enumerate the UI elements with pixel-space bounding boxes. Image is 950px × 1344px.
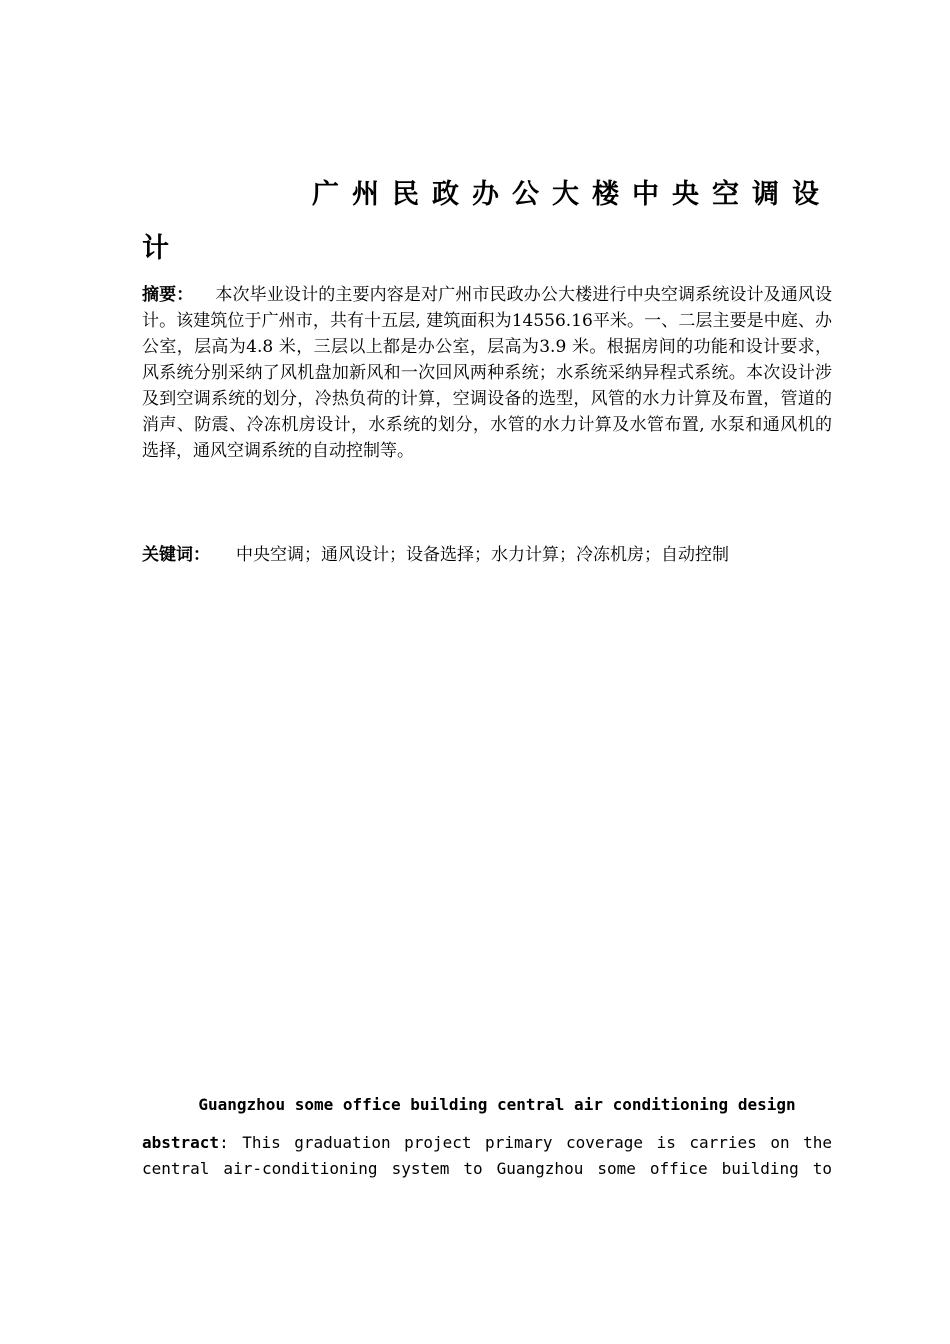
chinese-abstract-label: 摘要：	[142, 285, 194, 305]
english-title: Guangzhou some office building central air conditioning design	[198, 1095, 796, 1114]
english-abstract-label: abstract	[142, 1133, 220, 1152]
english-abstract	[142, 1130, 832, 1182]
english-abstract-text: : This graduation project primary coverage is carries on the central air-conditioning system to Guangzhou some office building to	[142, 1133, 832, 1178]
chinese-title: 广州民政办公大楼中央空调设计	[142, 179, 832, 264]
chinese-abstract	[142, 282, 832, 464]
chinese-keywords	[142, 542, 832, 568]
chinese-abstract-text: 本次毕业设计的主要内容是对广州市民政办公大楼进行中央空调系统设计及通风设计。该建筑位于广州市，共有十五层, 建筑面积为14556.16平米。一、二层主要是中庭、办公室，层高为4.8 米，三层以上都是办公室，层高为3.9 米。根据房间的功能和设计要求，风系统分别采纳了风机盘加新风和一次回风两种系统；水系统采纳异程式系统。本次设计涉及到空调系统的划分，冷热负荷的计算，空调设备的选型，风管的水力计算及布置，管道的消声、防震、冷冻机房设计，水系统的划分，水管的水力计算及水管布置, 水泵和通风机的选择，通风空调系统的自动控制等。	[142, 285, 833, 461]
chinese-keywords-label: 关键词：	[142, 545, 210, 565]
chinese-keywords-text: 中央空调；通风设计；设备选择；水力计算；冷冻机房；自动控制	[236, 545, 729, 565]
